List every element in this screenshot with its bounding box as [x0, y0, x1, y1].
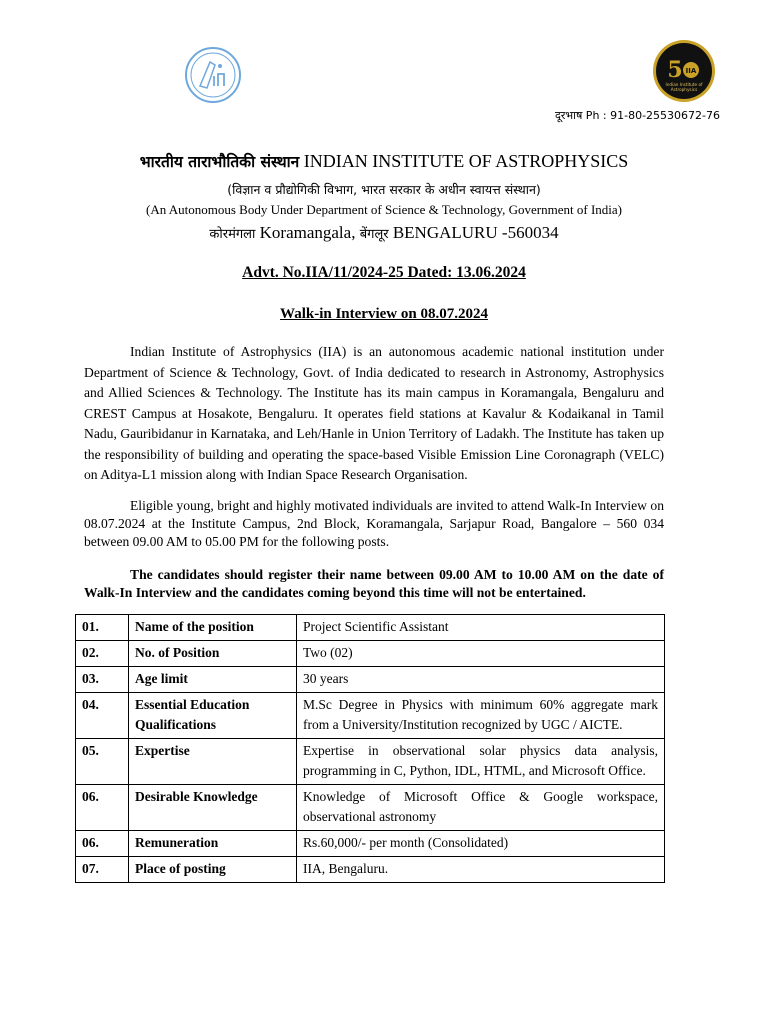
row-value: Rs.60,000/- per month (Consolidated)	[297, 831, 665, 857]
iia-50-years-logo-icon	[652, 39, 716, 103]
svg-text:Astrophysics: Astrophysics	[670, 87, 698, 92]
row-label: Place of posting	[129, 857, 297, 883]
table-row	[76, 641, 665, 667]
row-value: Two (02)	[297, 641, 665, 667]
row-number: 06.	[76, 785, 129, 831]
row-value: IIA, Bengaluru.	[297, 857, 665, 883]
row-label: No. of Position	[129, 641, 297, 667]
svg-text:5: 5	[667, 57, 683, 83]
intro-paragraph: Indian Institute of Astrophysics (IIA) is an autonomous academic national institution under Department of Science & Technology, Govt. of India dedicated to research in Astronomy, Astrophysics and Allied Sciences & Technology. The Institute has its main campus in Koramangala, Bengaluru and CREST Campus at Hosakote, Bengaluru. It operates field stations at Kavalur & Kodaikanal in Tamil Nadu, Gauribidanur in Karnataka, and Leh/Hanle in Union Territory of Ladakh. The Institute has taken up the responsibility of building and operating the space-based Visible Emission Line Coronagraph (VELC) on Aditya-L1 mission along with Indian Space Research Organisation.	[84, 344, 664, 482]
registration-notice: The candidates should register their name between 09.00 AM to 10.00 AM on the date of Walk-In Interview and the candidates coming beyond this time will not be entertained.	[84, 567, 664, 600]
table-row	[76, 667, 665, 693]
address-hindi-city: बेंगलूर	[359, 227, 389, 242]
table-row	[76, 857, 665, 883]
row-label: Expertise	[129, 739, 297, 785]
walkin-interview-title: Walk-in Interview on 08.07.2024	[280, 306, 488, 322]
row-number: 06.	[76, 831, 129, 857]
table-row	[76, 739, 665, 785]
institute-address	[0, 223, 768, 243]
table-row	[76, 615, 665, 641]
table-row	[76, 693, 665, 739]
address-english-city: BENGALURU -560034	[392, 223, 559, 242]
phone-number: दूरभाष Ph : 91-80-25530672-76	[555, 109, 720, 122]
row-value: Expertise in observational solar physics data analysis, programming in C, Python, IDL, HTML, and Microsoft Office.	[297, 739, 665, 785]
iia-logo-icon	[184, 46, 242, 104]
institute-title-english: INDIAN INSTITUTE OF ASTROPHYSICS	[303, 151, 629, 171]
position-details-table	[75, 614, 665, 883]
row-value: M.Sc Degree in Physics with minimum 60% aggregate mark from a University/Institution recognized by UGC / AICTE.	[297, 693, 665, 739]
institute-title	[0, 150, 768, 172]
row-label: Remuneration	[129, 831, 297, 857]
row-label: Essential Education Qualifications	[129, 693, 297, 739]
row-value: Knowledge of Microsoft Office & Google workspace, observational astronomy	[297, 785, 665, 831]
institute-subtitle-hindi: (विज्ञान व प्रौद्योगिकी विभाग, भारत सरकार के अधीन स्वायत्त संस्थान)	[227, 182, 541, 197]
row-value: Project Scientific Assistant	[297, 615, 665, 641]
row-value: 30 years	[297, 667, 665, 693]
row-label: Age limit	[129, 667, 297, 693]
institute-title-hindi: भारतीय ताराभौतिकी संस्थान	[139, 153, 300, 171]
table-row	[76, 831, 665, 857]
eligibility-paragraph: Eligible young, bright and highly motivated individuals are invited to attend Walk-In Interview on 08.07.2024 at the Institute Campus, 2nd Block, Koramangala, Sarjapur Road, Bangalore – 560 034 between 09.00 AM to 05.00 PM for the following posts.	[84, 498, 664, 549]
table-row	[76, 785, 665, 831]
svg-text:IIA: IIA	[685, 67, 697, 75]
row-number: 05.	[76, 739, 129, 785]
row-number: 02.	[76, 641, 129, 667]
row-number: 01.	[76, 615, 129, 641]
institute-subtitle-english: (An Autonomous Body Under Department of Science & Technology, Government of India)	[145, 202, 622, 217]
row-number: 07.	[76, 857, 129, 883]
advertisement-number: Advt. No.IIA/11/2024-25 Dated: 13.06.2024	[242, 264, 526, 281]
row-label: Desirable Knowledge	[129, 785, 297, 831]
address-hindi-locality: कोरमंगला	[209, 227, 256, 242]
address-english-locality: Koramangala,	[259, 223, 356, 242]
row-label: Name of the position	[129, 615, 297, 641]
row-number: 03.	[76, 667, 129, 693]
svg-text:Indian Institute of: Indian Institute of	[665, 82, 703, 87]
row-number: 04.	[76, 693, 129, 739]
